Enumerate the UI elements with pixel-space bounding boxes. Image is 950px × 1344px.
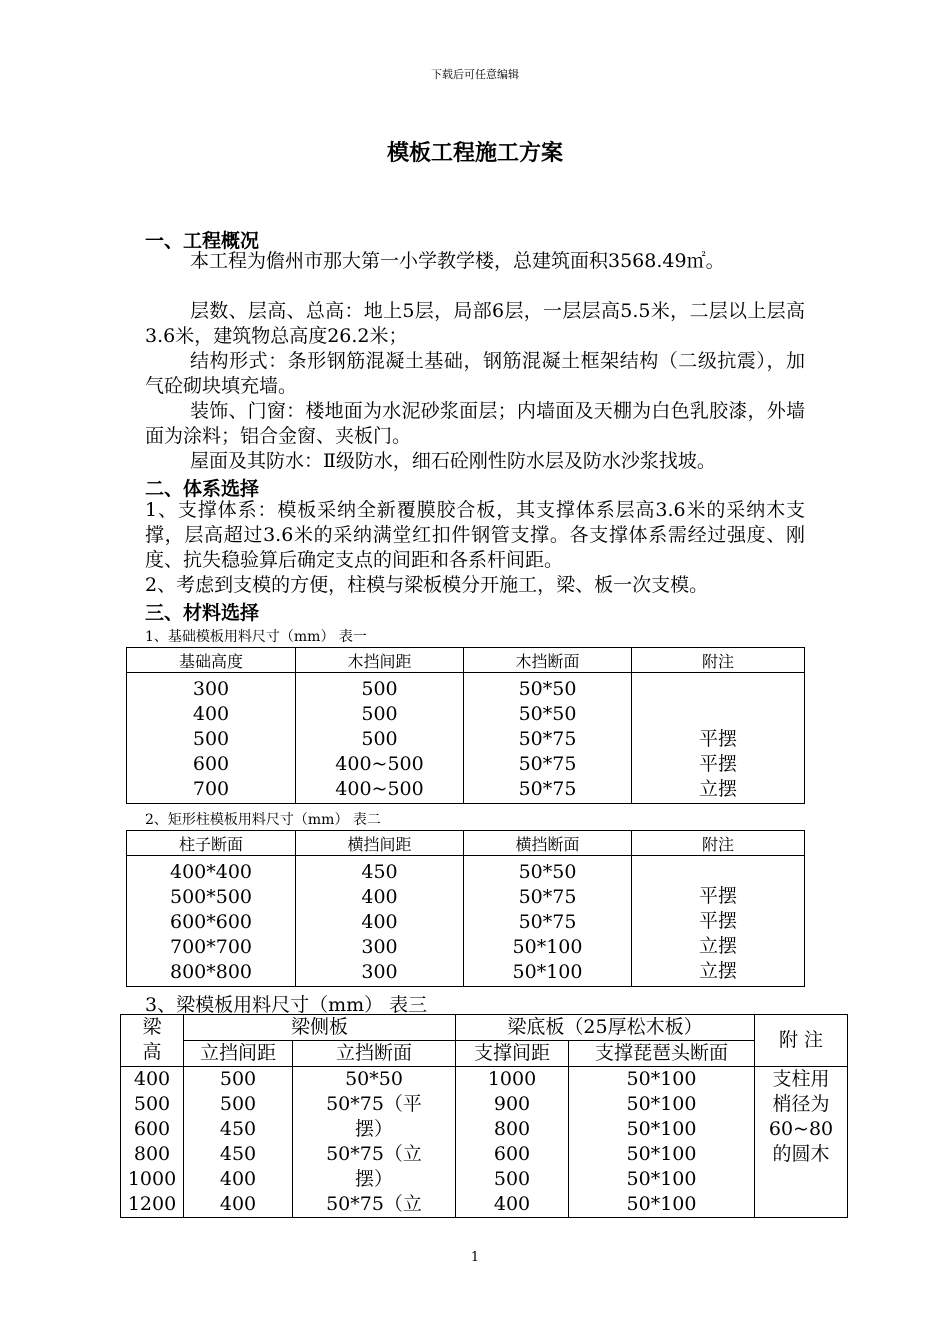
paragraph-formwork-order: 2、考虑到支模的方便，柱模与梁板模分开施工，梁、板一次支模。: [145, 574, 709, 596]
table1-header-row: [127, 648, 805, 673]
table3-data-row: [121, 1067, 848, 1218]
table3-col-side-section: 50*50 50*75（平 摆） 50*75（立 摆） 50*75（立: [293, 1067, 456, 1218]
section3-heading: 三、材料选择: [145, 602, 260, 624]
table3-col-support-section: 50*100 50*100 50*100 50*100 50*100 50*100: [569, 1067, 755, 1218]
paragraph-overview: 本工程为儋州市那大第一小学教学楼，总建筑面积3568.49㎡。: [190, 250, 725, 272]
table3-header-note: 附 注: [755, 1015, 848, 1067]
section2-heading: 二、体系选择: [145, 478, 260, 500]
table2-caption: 2、矩形柱模板用料尺寸（mm） 表二: [145, 812, 381, 828]
table3-header-row1: [121, 1015, 848, 1041]
table3-header-side-board: 梁侧板: [184, 1015, 456, 1041]
table-column-formwork: [126, 830, 805, 987]
table1-col-height: 300 400 500 600 700: [127, 673, 296, 804]
table3-col-beam-height: 400 500 600 800 1000 1200: [121, 1067, 184, 1218]
table-beam-formwork: [120, 1014, 848, 1218]
table3-col-side-spacing: 500 500 450 450 400 400: [184, 1067, 293, 1218]
table2-header-cell: 附注: [632, 831, 805, 856]
table3-caption: 3、梁模板用料尺寸（mm） 表三: [145, 994, 428, 1016]
table3-col-note: 支柱用 梢径为 60~80 的圆木: [755, 1067, 848, 1218]
table2-data-row: [127, 856, 805, 987]
paragraph-roof: 屋面及其防水：Ⅱ级防水，细石砼刚性防水层及防水沙浆找坡。: [190, 450, 716, 472]
paragraph-floors: 层数、层高、总高：地上5层，局部6层，一层层高5.5米，二层以上层高3.6米，建筑物总高度26.2米；: [145, 300, 805, 347]
table1-col-section: 50*50 50*50 50*75 50*75 50*75: [464, 673, 632, 804]
table2-header-cell: 柱子断面: [127, 831, 296, 856]
table3-header-bottom-board: 梁底板（25厚松木板）: [456, 1015, 755, 1041]
table1-header-cell: 附注: [632, 648, 805, 673]
table2-header-cell: 横挡间距: [296, 831, 464, 856]
table2-col-section: 400*400 500*500 600*600 700*700 800*800: [127, 856, 296, 987]
paragraph-structure: 结构形式：条形钢筋混凝土基础，钢筋混凝土框架结构（二级抗震），加气砼砌块填充墙。: [145, 350, 805, 397]
table2-header-cell: 横挡断面: [464, 831, 632, 856]
table1-data-row: [127, 673, 805, 804]
page-number: 1: [470, 1250, 480, 1265]
table1-header-cell: 木挡间距: [296, 648, 464, 673]
table3-header-row2: [121, 1041, 848, 1067]
table1-header-cell: 基础高度: [127, 648, 296, 673]
paragraph-decoration: 装饰、门窗：楼地面为水泥砂浆面层；内墙面及天棚为白色乳胶漆，外墙面为涂料；铝合金窗、夹板门。: [145, 400, 805, 447]
table3-header-side-spacing: 立挡间距: [184, 1041, 293, 1067]
page-header: 下载后可任意编辑: [431, 68, 519, 81]
table3-header-side-section: 立挡断面: [293, 1041, 456, 1067]
table2-col-note: 平摆 平摆 立摆 立摆: [632, 856, 805, 987]
table3-header-support-section: 支撑琵琶头断面: [569, 1041, 755, 1067]
table3-header-support-spacing: 支撑间距: [456, 1041, 569, 1067]
table1-col-spacing: 500 500 500 400~500 400~500: [296, 673, 464, 804]
table1-col-note: 平摆 平摆 立摆: [632, 673, 805, 804]
table1-caption: 1、基础模板用料尺寸（mm） 表一: [145, 629, 367, 645]
table3-col-support-spacing: 1000 900 800 600 500 400: [456, 1067, 569, 1218]
table2-col-batten: 50*50 50*75 50*75 50*100 50*100: [464, 856, 632, 987]
document-title: 模板工程施工方案: [386, 141, 563, 166]
paragraph-support-system: 1、支撑体系：模板采纳全新覆膜胶合板，其支撑体系层高3.6米的采纳木支撑，层高超过3.6米的采纳满堂红扣件钢管支撑。各支撑体系需经过强度、刚度、抗失稳验算后确定支点的间距和各系杆间距。: [145, 499, 805, 571]
table-foundation-formwork: [126, 647, 805, 804]
table1-header-cell: 木挡断面: [464, 648, 632, 673]
table3-header-beam-height: 梁 高: [121, 1015, 184, 1067]
section1-heading: 一、工程概况: [145, 230, 260, 252]
table2-header-row: [127, 831, 805, 856]
table2-col-spacing: 450 400 400 300 300: [296, 856, 464, 987]
